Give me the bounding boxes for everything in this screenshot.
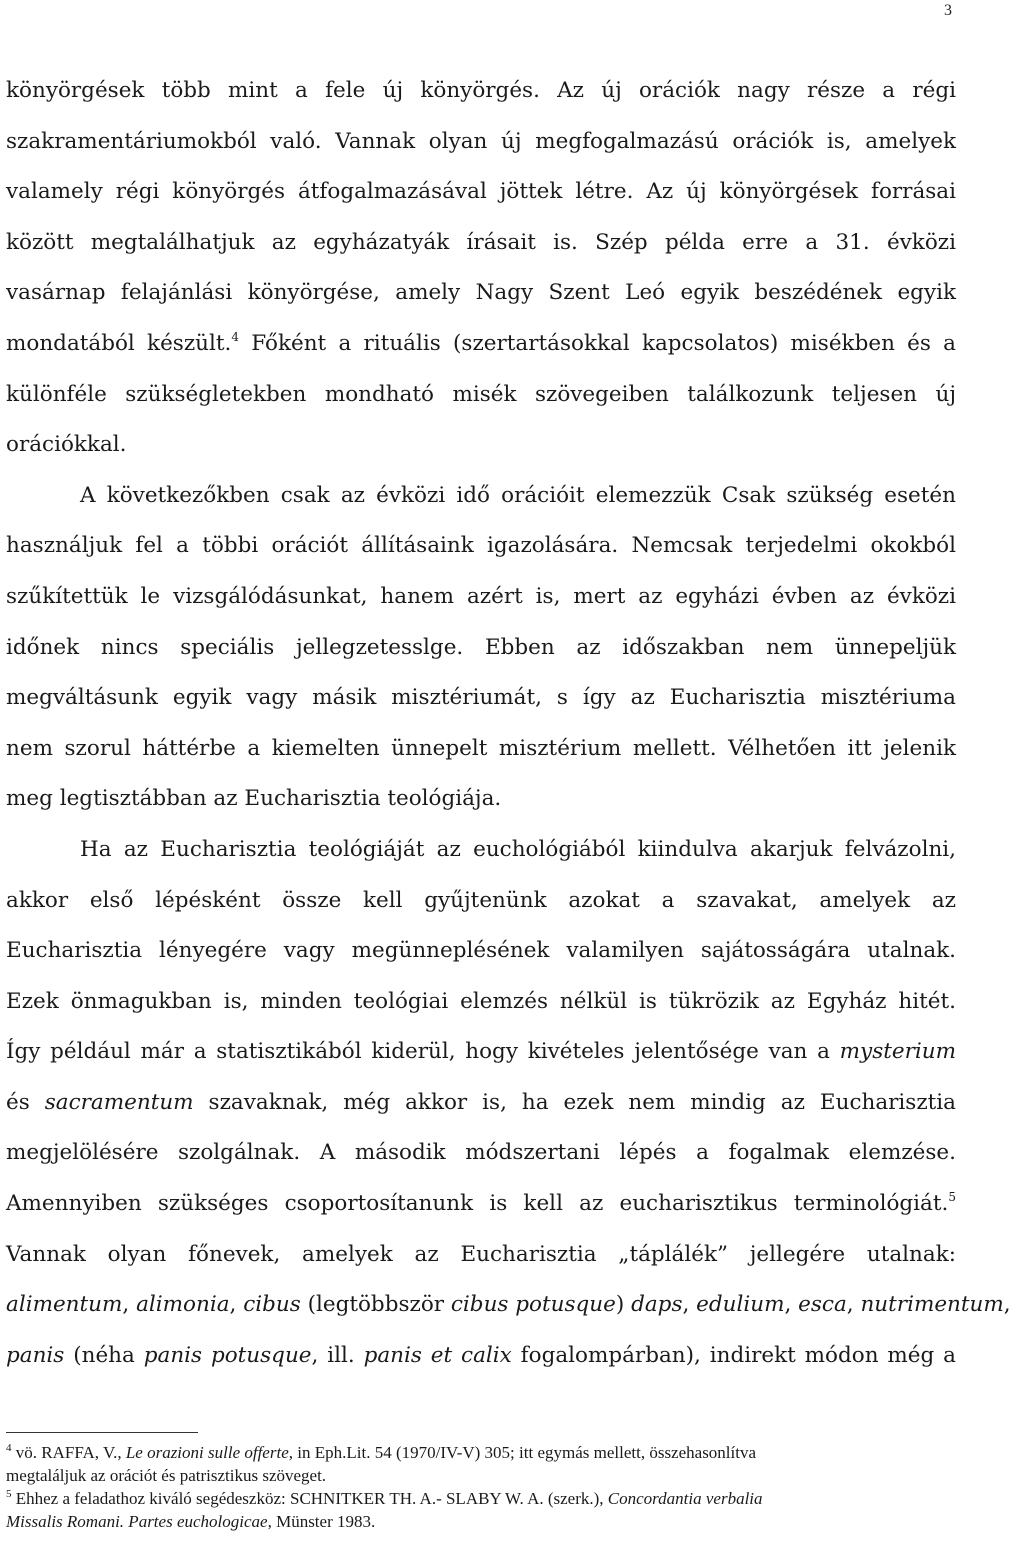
text-run: használjuk fel a többi orációt állításaink igazolására. Nemcsak terjedelmi okokból <box>6 533 956 559</box>
text-run: vasárnap felajánlási könyörgése, amely Nagy Szent Leó egyik beszédének egyik <box>6 280 956 306</box>
text-run: Főként a rituális (szertartásokkal kapcsolatos) misékben és a <box>239 330 956 356</box>
footnote-line <box>6 1464 956 1487</box>
text-line <box>6 1280 1011 1331</box>
text-line <box>6 1027 956 1078</box>
footnote-line <box>6 1510 956 1533</box>
text-run: , Münster 1983. <box>267 1512 376 1531</box>
text-line <box>6 66 956 117</box>
footnote-line <box>6 1441 956 1464</box>
text-line <box>6 420 956 471</box>
text-run: Ezek önmagukban is, minden teológiai elemzés nélkül is tükrözik az Egyház hitét. <box>6 988 956 1014</box>
text-run: , <box>846 1292 861 1318</box>
text-line <box>6 268 956 319</box>
text-run: , <box>784 1292 799 1318</box>
text-line <box>6 117 956 168</box>
italic-term: Concordantia verbalia <box>607 1489 763 1508</box>
text-run: megváltásunk egyik vagy másik misztériumát, s így az Eucharisztia misztériuma <box>6 685 956 711</box>
text-run: nem szorul háttérbe a kiemelten ünnepelt misztérium mellett. Vélhetően itt jelenik <box>6 735 956 761</box>
footnote-marker: 5 <box>6 1488 12 1500</box>
text-line <box>6 724 956 775</box>
italic-term: panis et calix <box>363 1342 512 1368</box>
footnote <box>6 1441 956 1487</box>
text-line <box>6 1331 956 1382</box>
text-run: mondatából készült. <box>6 330 232 356</box>
text-line <box>6 572 956 623</box>
footnote <box>6 1487 956 1533</box>
text-run: könyörgések több mint a fele új könyörgés. Az új orációk nagy része a régi <box>6 78 956 103</box>
text-run: (néha <box>64 1342 144 1368</box>
body-text <box>6 66 1011 1381</box>
italic-term: esca <box>798 1292 847 1318</box>
text-run: orációkkal. <box>6 432 127 458</box>
italic-term: mysterium <box>839 1039 956 1065</box>
text-run: Eucharisztia lényegére vagy megünneplésének valamilyen sajátosságára utalnak. <box>6 938 956 964</box>
text-line <box>6 825 956 876</box>
text-run: , ill. <box>311 1342 364 1368</box>
footnote-marker: 4 <box>6 1442 12 1454</box>
text-line <box>6 977 956 1028</box>
text-line <box>6 319 956 370</box>
paragraph <box>6 825 1011 1382</box>
text-run: és <box>6 1089 45 1115</box>
text-run: Így például már a statisztikából kiderül, hogy kivételes jelentősége van a <box>6 1039 840 1065</box>
footnote-marker: 4 <box>231 329 240 344</box>
text-line <box>6 926 956 977</box>
text-line <box>6 673 956 724</box>
text-run: , <box>1003 1292 1011 1318</box>
italic-term: Le orazioni sulle offerte <box>125 1443 289 1462</box>
text-run: Vannak olyan főnevek, amelyek az Eucharisztia „táplálék” jellegére utalnak: <box>6 1241 956 1267</box>
text-run: Ha az Eucharisztia teológiáját az euchológiából kiindulva akarjuk felvázolni, <box>80 836 956 862</box>
italic-term: daps <box>631 1292 683 1318</box>
italic-term: alimonia <box>136 1292 230 1318</box>
paragraph <box>6 66 956 471</box>
text-run: megjelölésére szolgálnak. A második módszertani lépés a fogalmak elemzése. <box>6 1140 956 1166</box>
text-run: vö. RAFFA, V., <box>11 1443 126 1462</box>
text-line <box>6 623 956 674</box>
text-run: Amennyiben szükséges csoportosítanunk is kell az eucharisztikus terminológiát. <box>6 1191 949 1217</box>
footnotes <box>6 1441 956 1533</box>
text-run: szavaknak, még akkor is, ha ezek nem mindig az Eucharisztia <box>193 1089 957 1115</box>
text-run: ) <box>615 1292 632 1318</box>
text-run: megtaláljuk az orációt és patrisztikus szöveget. <box>6 1466 327 1485</box>
text-run: különféle szükségletekben mondható misék szövegeiben találkozunk teljesen új <box>6 381 956 407</box>
text-line <box>6 1128 956 1179</box>
footnote-separator <box>6 1432 198 1433</box>
text-run: között megtalálhatjuk az egyházatyák írásait is. Szép példa erre a 31. évközi <box>6 229 956 255</box>
text-run: meg legtisztábban az Eucharisztia teológiája. <box>6 786 502 812</box>
text-run: akkor első lépésként össze kell gyűjtenünk azokat a szavakat, amelyek az <box>6 887 956 913</box>
italic-term: edulium <box>696 1292 785 1318</box>
italic-term: alimentum <box>6 1292 123 1318</box>
footnote-marker: 5 <box>948 1190 956 1205</box>
text-run: (legtöbbször <box>300 1292 451 1318</box>
italic-term: panis <box>6 1342 65 1368</box>
page-number: 3 <box>944 2 952 19</box>
text-run: , <box>229 1292 244 1318</box>
text-run: fogalompárban), indirekt módon még a <box>511 1342 956 1368</box>
italic-term: cibus potusque <box>450 1292 616 1318</box>
text-line <box>6 521 956 572</box>
text-line <box>6 471 956 522</box>
italic-term: sacramentum <box>44 1089 194 1115</box>
text-run: , in Eph.Lit. 54 (1970/IV-V) 305; itt egymás mellett, összehasonlítva <box>288 1443 757 1462</box>
text-run: szűkítettük le vizsgálódásunkat, hanem azért is, mert az egyházi évben az évközi <box>6 583 956 609</box>
text-line <box>6 774 956 825</box>
text-run: , <box>122 1292 137 1318</box>
text-run: valamely régi könyörgés átfogalmazásával jöttek létre. Az új könyörgések forrásai <box>6 179 956 205</box>
paragraph <box>6 471 956 825</box>
text-line <box>6 370 956 421</box>
text-line <box>6 1078 956 1129</box>
text-line <box>6 218 956 269</box>
text-line <box>6 1230 956 1281</box>
footnote-line <box>6 1487 956 1510</box>
text-run: A következőkben csak az évközi idő orációit elemezzük Csak szükség esetén <box>80 482 956 508</box>
italic-term: panis potusque <box>143 1342 312 1368</box>
text-run: szakramentáriumokból való. Vannak olyan új megfogalmazású orációk is, amelyek <box>6 128 956 154</box>
text-line <box>6 1179 956 1230</box>
text-line <box>6 876 956 927</box>
italic-term: cibus <box>243 1292 301 1318</box>
italic-term: nutrimentum <box>860 1292 1004 1318</box>
text-run: időnek nincs speciális jellegzetesslge. Ebben az időszakban nem ünnepeljük <box>6 634 956 660</box>
text-line <box>6 167 956 218</box>
italic-term: Missalis Romani. Partes euchologicae <box>6 1512 268 1531</box>
text-run: , <box>682 1292 697 1318</box>
text-run: Ehhez a feladathoz kiváló segédeszköz: SCHNITKER TH. A.- SLABY W. A. (szerk.), <box>11 1489 608 1508</box>
